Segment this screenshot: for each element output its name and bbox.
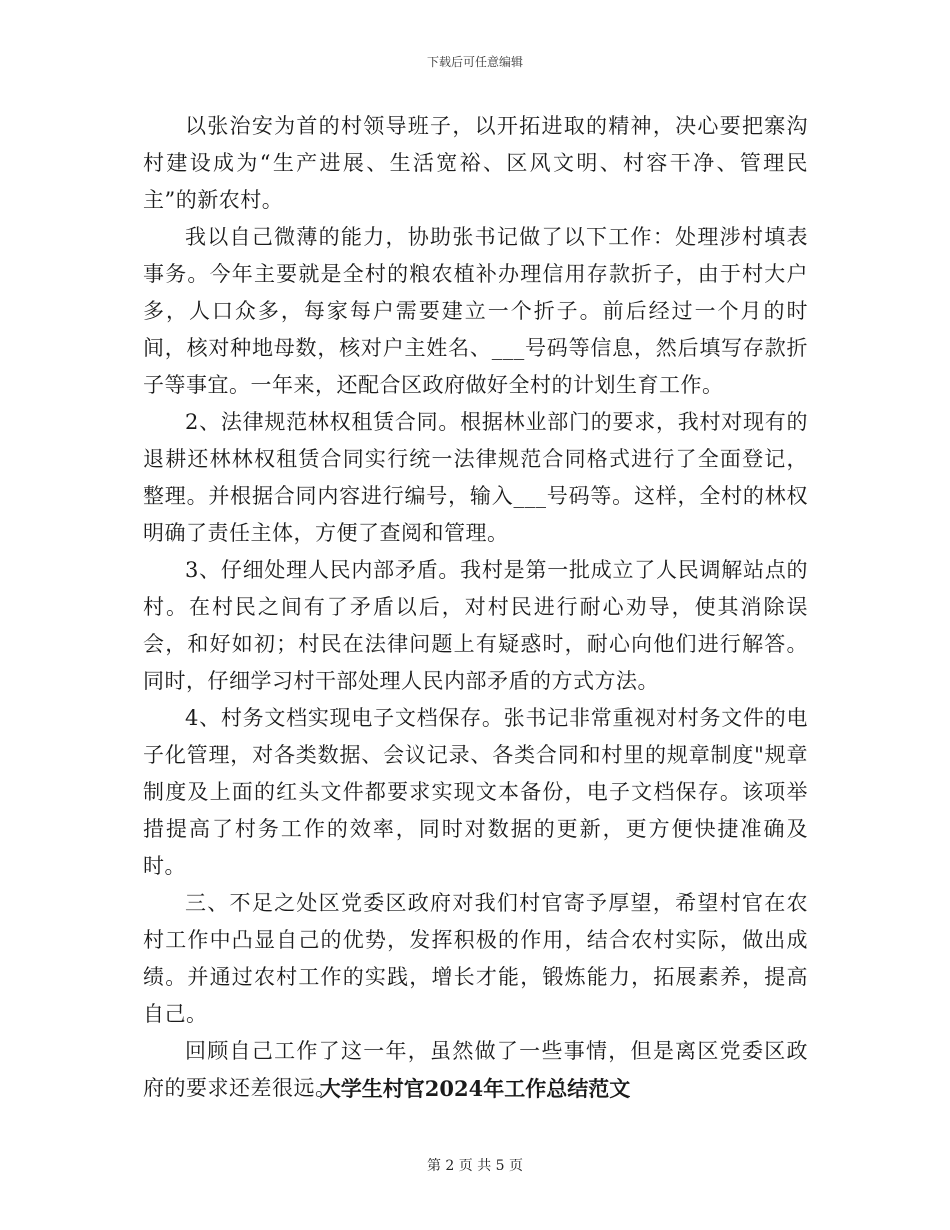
body-paragraph: 三、不足之处区党委区政府对我们村官寄予厚望，希望村官在农村工作中凸显自己的优势，发挥积极的作用，结合农村实际，做出成绩。并通过农村工作的实践，增长才能，锻炼能力，拓展素养，提高自己。 [143,891,808,1026]
body-paragraph: 以张治安为首的村领导班子，以开拓进取的精神，决心要把寨沟村建设成为“生产进展、生活宽裕、区风文明、村容干净、管理民主”的新农村。 [143,114,808,212]
page-footer: 第 2 页 共 5 页 [426,1158,524,1174]
body-paragraph: 2、法律规范林权租赁合同。根据林业部门的要求，我村对现有的退耕还林林权租赁合同实行统一法律规范合同格式进行了全面登记，整理。并根据合同内容进行编号，输入___号码等。这样，全村的林权明确了责任主体，方便了查阅和管理。 [143,410,808,545]
section-title: 大学生村官2024年工作总结范文 [319,1076,631,1101]
body-paragraph: 3、仔细处理人民内部矛盾。我村是第一批成立了人民调解站点的村。在村民之间有了矛盾以后，对村民进行耐心劝导，使其消除误会，和好如初；村民在法律问题上有疑惑时，耐心向他们进行解答。同时，仔细学习村干部处理人民内部矛盾的方式方法。 [143,558,808,693]
body-paragraph: 回顾自己工作了这一年，虽然做了一些事情，但是离区党委区政府的要求还差很远。 [143,1039,808,1100]
page-header: 下载后可任意编辑 [426,55,523,69]
body-paragraph: 我以自己微薄的能力，协助张书记做了以下工作：处理涉村填表事务。今年主要就是全村的粮农植补办理信用存款折子，由于村大户多，人口众多，每家每户需要建立一个折子。前后经过一个月的时间，核对种地母数，核对户主姓名、___号码等信息，然后填写存款折子等事宜。一年来，还配合区政府做好全村的计划生育工作。 [143,225,808,397]
body-paragraph: 4、村务文档实现电子文档保存。张书记非常重视对村务文件的电子化管理，对各类数据、会议记录、各类合同和村里的规章制度"规章制度及上面的红头文件都要求实现文本备份，电子文档保存。该项举措提高了村务工作的效率，同时对数据的更新，更方便快捷准确及时。 [143,706,808,878]
document-body [143,108,808,1107]
